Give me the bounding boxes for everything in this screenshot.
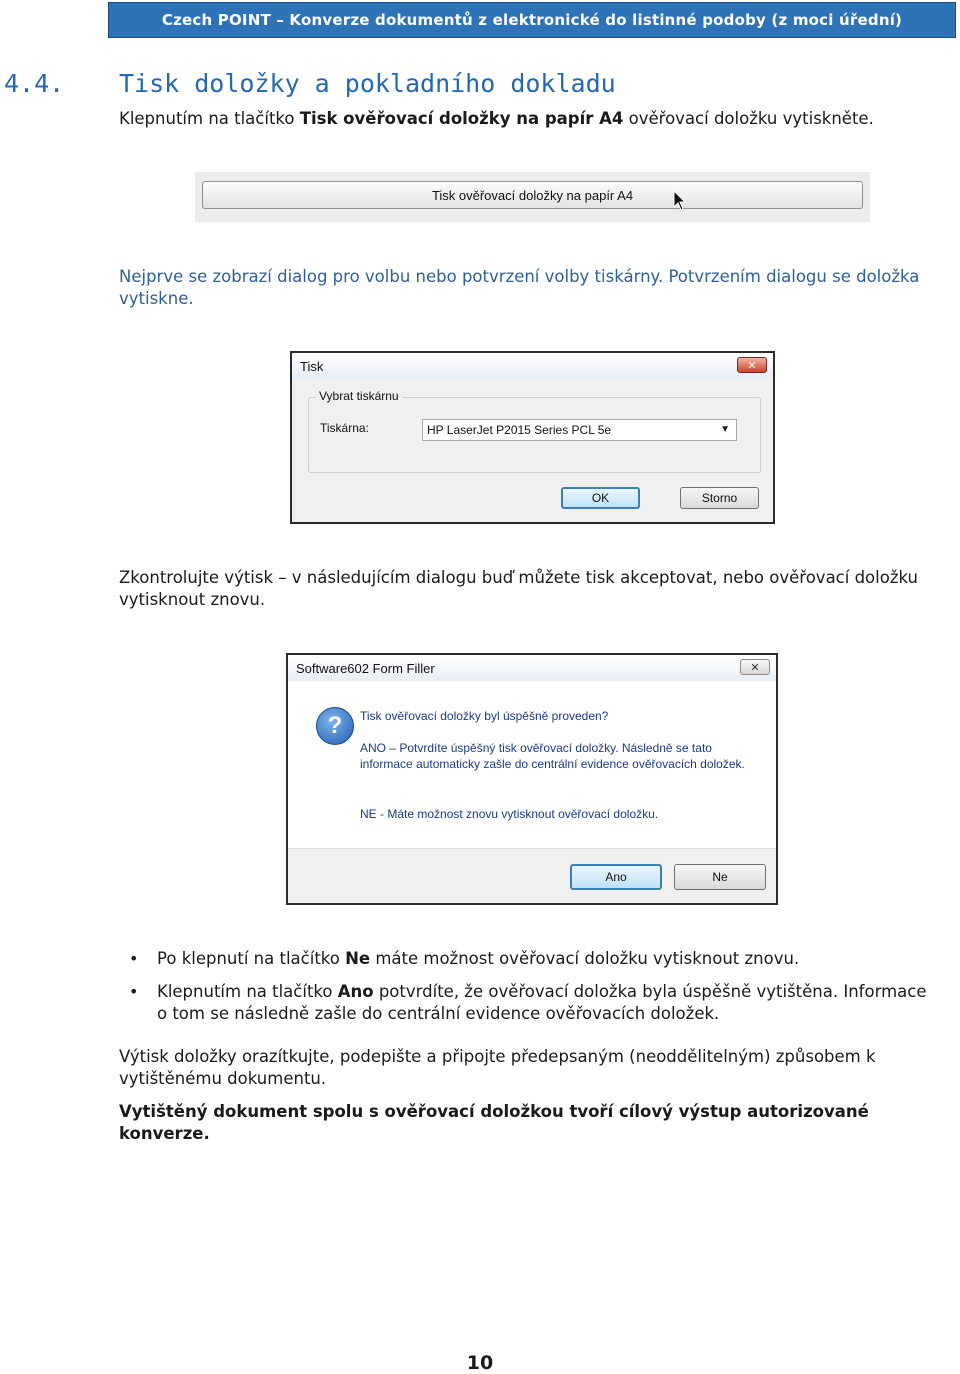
- section-number: 4.4.: [4, 68, 65, 98]
- cancel-button[interactable]: Storno: [680, 487, 759, 509]
- bullet-text: Po klepnutí na tlačítko: [157, 949, 346, 968]
- print-button-label: Tisk ověřovací doložky na papír A4: [431, 187, 634, 203]
- close-icon[interactable]: ✕: [737, 357, 767, 373]
- close-icon[interactable]: ✕: [740, 659, 770, 675]
- bullet-list: [119, 948, 939, 1036]
- ok-button[interactable]: OK: [561, 487, 640, 509]
- intro-paragraph: [119, 108, 939, 130]
- dialog-paragraph: Nejprve se zobrazí dialog pro volbu nebo potvrzení volby tiskárny. Potvrzením dialogu se doložka vytiskne.: [119, 267, 920, 308]
- header-title: Czech POINT – Konverze dokumentů z elektronické do listinné podoby (z moci úřední): [161, 11, 903, 29]
- confirm-question: Tisk ověřovací doložky byl úspěšně proveden?: [360, 709, 609, 723]
- bullet-button-ref: Ano: [337, 982, 374, 1001]
- check-paragraph: Zkontrolujte výtisk – v následujícím dialogu buď můžete tisk akceptovat, nebo ověřovací doložku vytisknout znovu.: [119, 568, 918, 609]
- confirm-dialog-titlebar: [288, 655, 776, 681]
- intro-text: Klepnutím na tlačítko: [119, 109, 300, 128]
- print-dialog-titlebar: [292, 353, 773, 379]
- printer-select[interactable]: [422, 419, 737, 441]
- printer-label: Tiskárna:: [320, 421, 369, 435]
- print-dialog-title: Tisk: [300, 358, 324, 374]
- print-certificate-button[interactable]: [202, 181, 863, 209]
- print-button-screenshot: [195, 172, 870, 222]
- intro-button-ref: Tisk ověřovací doložky na papír A4: [299, 109, 624, 128]
- intro-text-end: ověřovací doložku vytiskněte.: [623, 109, 874, 128]
- section-title: Tisk doložky a pokladního dokladu: [119, 68, 616, 98]
- mouse-cursor-icon: [673, 190, 687, 212]
- page-number: 10: [466, 1352, 494, 1374]
- print-dialog: [290, 351, 775, 524]
- bullet-text-end: máte možnost ověřovací doložku vytisknout znovu.: [370, 949, 800, 968]
- yes-button[interactable]: Ano: [570, 864, 662, 890]
- group-label: Vybrat tiskárnu: [316, 389, 402, 403]
- bullet-text: Klepnutím na tlačítko: [157, 982, 338, 1001]
- result-paragraph: Vytištěný dokument spolu s ověřovací doložkou tvoří cílový výstup autorizované konverze.: [119, 1102, 869, 1143]
- bullet-button-ref: Ne: [345, 949, 371, 968]
- list-item: [119, 981, 939, 1025]
- confirm-ne-text: NE - Máte možnost znovu vytisknout ověřovací doložku.: [360, 807, 659, 821]
- question-icon: ?: [316, 707, 354, 745]
- chevron-down-icon: ▼: [720, 424, 730, 435]
- confirm-dialog-title: Software602 Form Filler: [296, 660, 435, 676]
- confirm-dialog: [286, 653, 778, 905]
- document-header: [108, 2, 956, 38]
- printer-select-value: HP LaserJet P2015 Series PCL 5e: [427, 423, 612, 437]
- no-button[interactable]: Ne: [674, 864, 766, 890]
- list-item: [119, 948, 939, 970]
- stamp-paragraph: Výtisk doložky orazítkujte, podepište a připojte předepsaným (neoddělitelným) způsobem k vytištěnému dokumentu.: [119, 1047, 876, 1088]
- bullet-text-end: potvrdíte, že ověřovací doložka byla úspěšně vytištěna. Informace o tom se následně zašle do centrální evidence ověřovacích doložek.: [157, 982, 927, 1023]
- confirm-ano-text: ANO – Potvrdíte úspěšný tisk ověřovací doložky. Následně se tato informace automaticky zašle do centrální evidence ověřovacích doložek.: [360, 741, 745, 771]
- section-heading: [4, 68, 704, 98]
